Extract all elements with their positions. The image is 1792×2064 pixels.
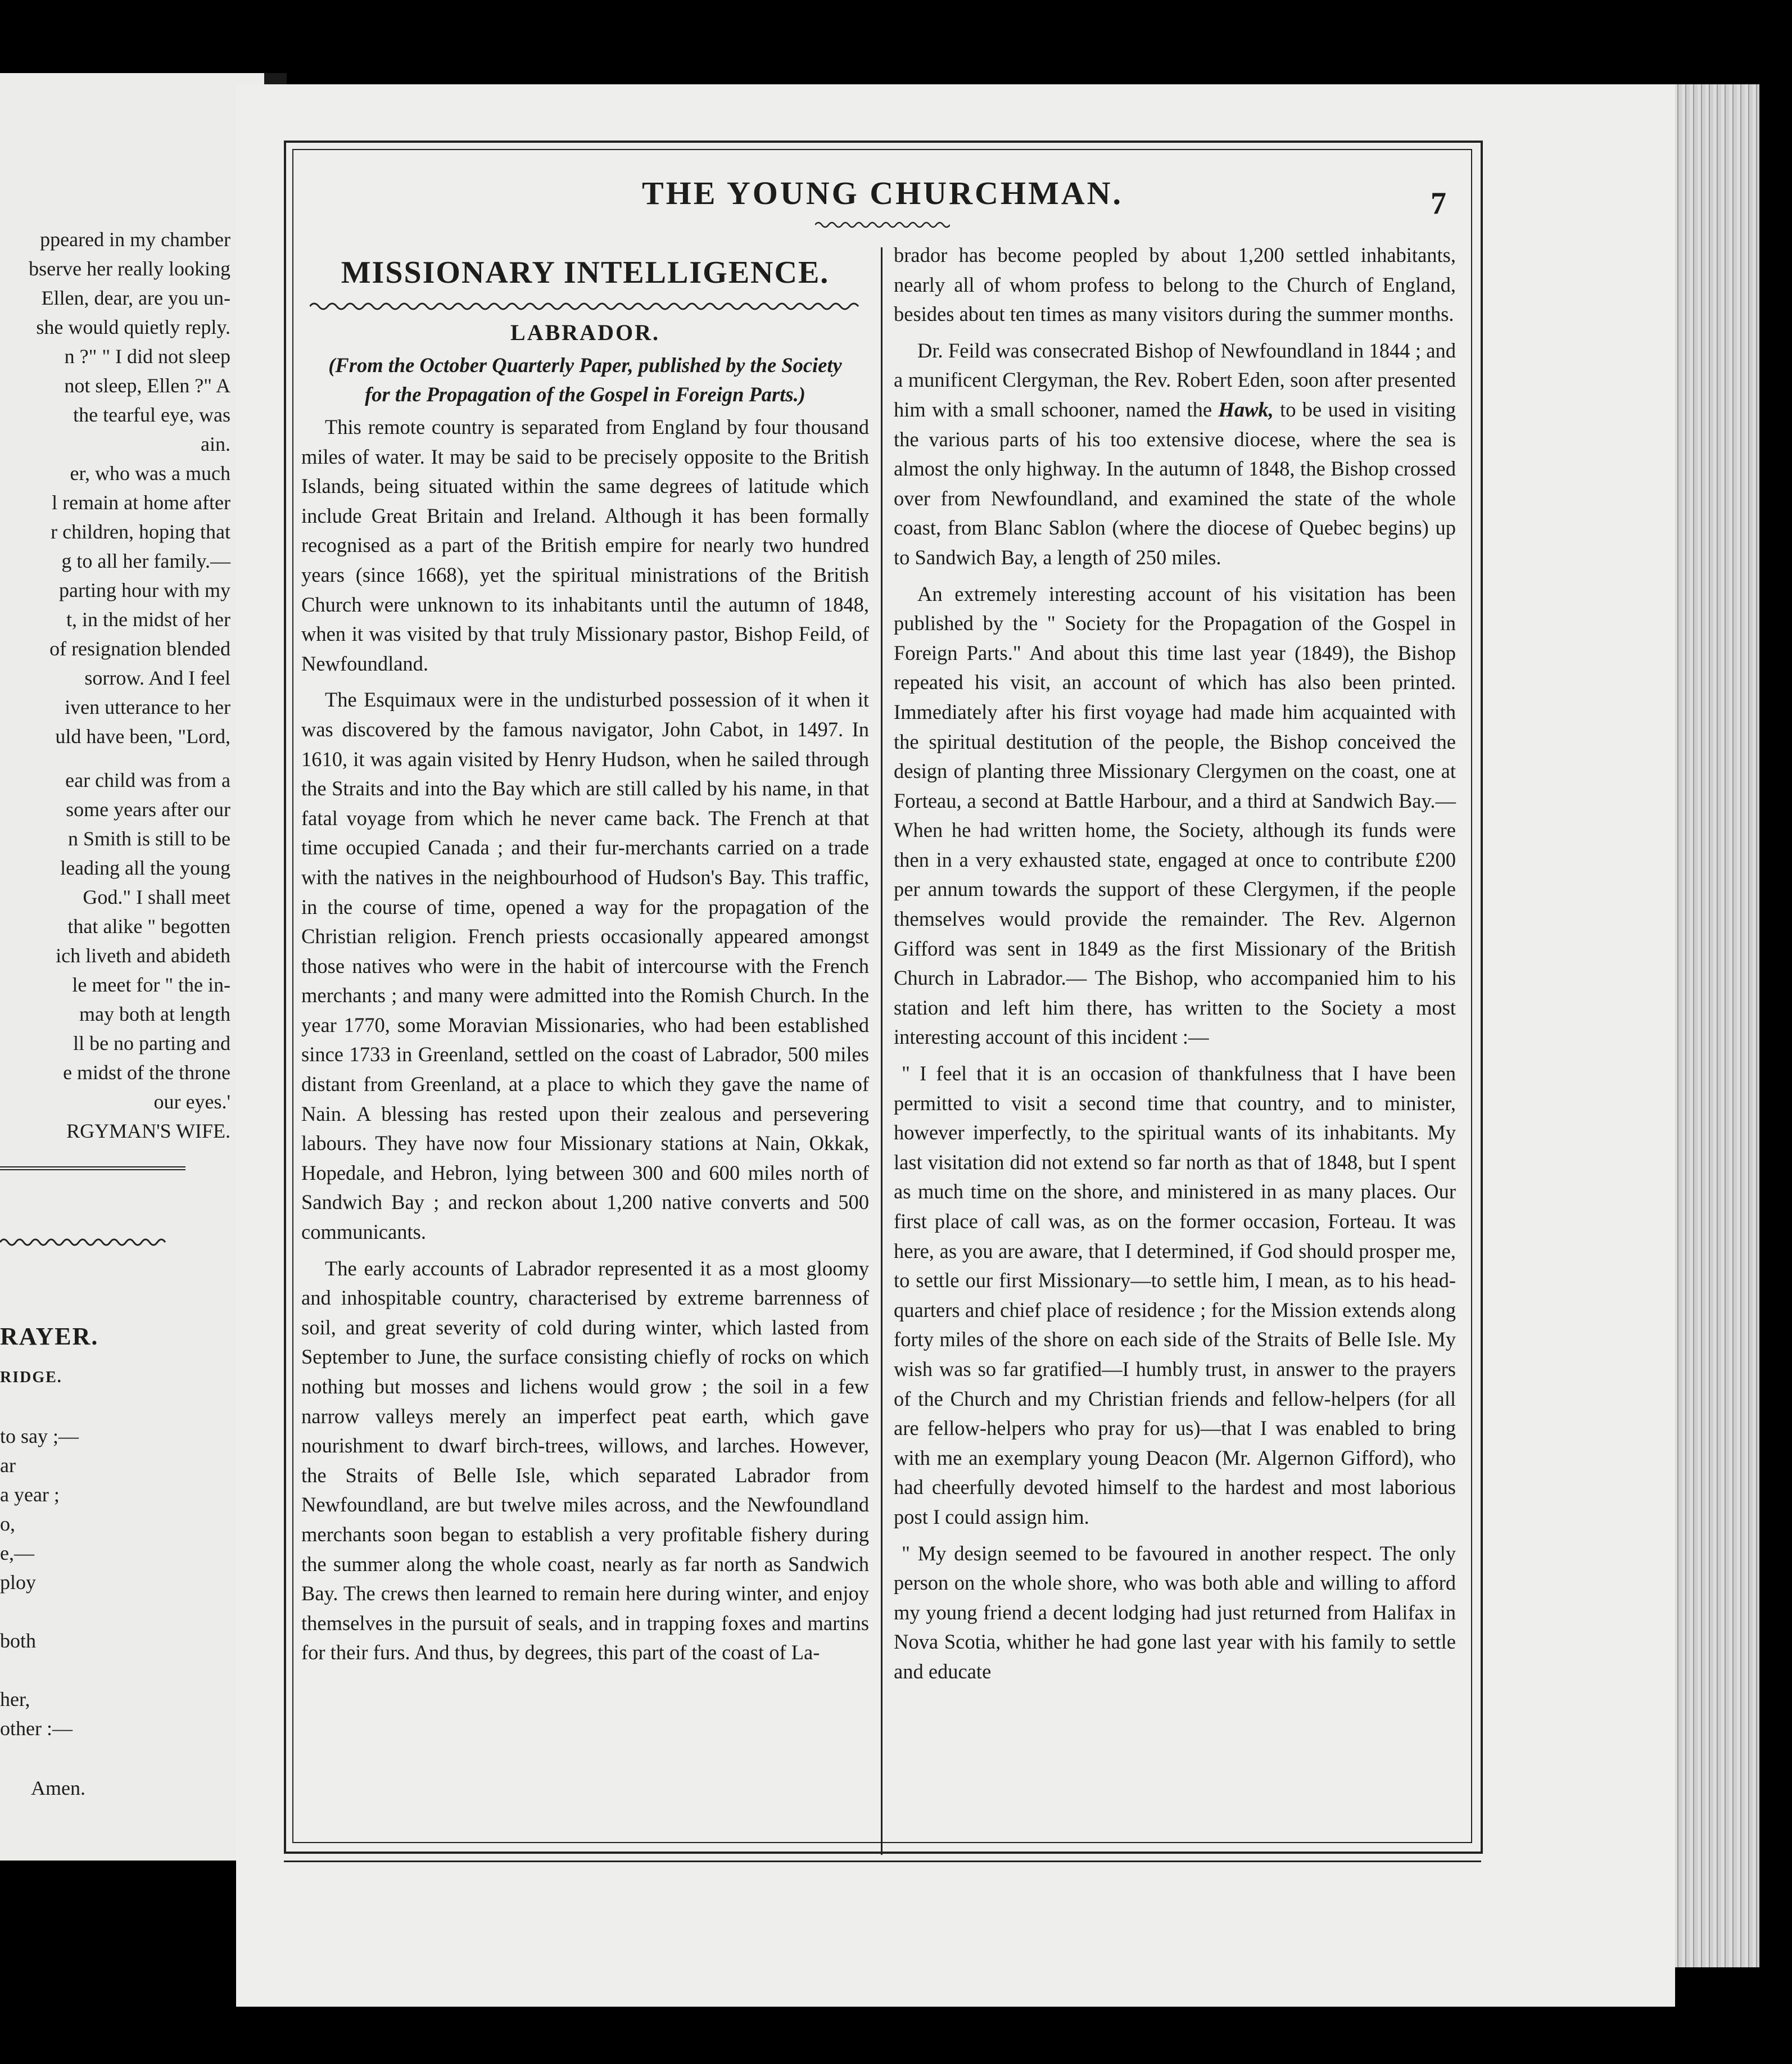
left-page-line: sorrow. And I feel	[84, 667, 230, 689]
right-column	[894, 241, 1456, 1694]
left-page-line: er, who was a much	[70, 462, 230, 485]
left-page-line: ich liveth and abideth	[56, 944, 230, 967]
paragraph-account: An extremely interesting account of his visitation has been published by the " Society for the Propagation of the Gospel in Foreign Parts." And about this time last year (1849), the Bishop repeated his visit, an account of which has also been printed. Immediately after his first voyage had made him acquainted with the spiritual destitution of the people, the Bishop conceived the design of planting three Missionary Clergymen on the coast, one at Forteau, a second at Battle Harbour, and a third at Sandwich Bay.— When he had written home, the Society, although its funds were then in a very exhausted state, engaged at once to contribute £200 per annum towards the support of these Clergymen, if the people themselves would provide the remainder. The Rev. Algernon Gifford was sent in 1849 as the first Missionary of the British Church in Labrador.— The Bishop, who accompanied him to his station and left him there, has written to the Society a most interesting account of this incident :—	[894, 582, 1456, 1049]
left-page-line: e midst of the throne	[63, 1061, 230, 1084]
left-page-line: t, in the midst of her	[66, 608, 230, 631]
left-page-signature: RGYMAN'S WIFE.	[66, 1120, 230, 1142]
ship-name: Hawk,	[1218, 397, 1274, 421]
prayer-line: her,	[0, 1688, 30, 1710]
running-head: THE YOUNG CHURCHMAN.	[641, 175, 1123, 211]
title-wave-ornament	[310, 298, 861, 315]
prayer-line: both	[0, 1630, 37, 1652]
prayer-heading: RAYER.	[0, 1323, 99, 1350]
prayer-line: other :—	[0, 1717, 73, 1740]
left-page-line: that alike " begotten	[67, 915, 230, 938]
dr-feild-text-before: Dr. Feild was consecrated Bishop of Newfoundland in 1844 ; and a munificent Clergyman, the Rev. Robert Eden, soon after presented him with a small schooner, named the	[894, 338, 1456, 421]
left-page-line	[0, 751, 230, 766]
left-page-line: le meet for " the in-	[72, 974, 230, 996]
left-page-line: of resignation blended	[49, 637, 230, 660]
paragraph-remote-country: This remote country is separated from England by four thousand miles of water. It may be said to be precisely opposite to the British Islands, being situated within the same degrees of latitude which include Great Britain and Ireland. Although it has been formally recognised as a part of the British empire for nearly two hundred years (since 1668), yet the spiritual ministrations of the British Church were unknown to its inhabitants until the autumn of 1848, when it was visited by that truly Missionary pastor, Bishop Feild, of Newfoundland.	[301, 415, 869, 675]
paragraph-early-accounts: The early accounts of Labrador represented it as a most gloomy and inhospitable country, characterised by extreme barrenness of soil, and great severity of cold during winter, which lasted from September to June, the surface consisting chiefly of rocks on which nothing but mosses and lichens would grow ; the soil in a few narrow valleys merely an imperfect peat earth, which gave nourishment to dwarf birch-trees, willows, and larches. However, the Straits of Belle Isle, which separated Labrador from Newfoundland, are but twelve miles across, and the Newfoundland merchants soon began to establish a very profitable fishery during the summer along the whole coast, nearly as far north as Sandwich Bay. The crews then learned to remain here during winter, and enjoy themselves in the pursuit of seals, and in trapping foxes and martins for their furs. And thus, by degrees, this part of the coast of La-	[301, 1256, 869, 1664]
left-page-line: r children, hoping that	[51, 520, 230, 543]
prayer-line	[0, 1655, 169, 1685]
left-page-line: not sleep, Ellen ?" A	[64, 374, 230, 397]
left-page-line: ain.	[201, 433, 230, 455]
left-page-wave-ornament	[0, 1237, 169, 1248]
left-page-line: ppeared in my chamber	[40, 228, 230, 251]
left-page-line: leading all the young	[60, 857, 230, 879]
left-page-line: n ?" " I did not sleep	[64, 345, 230, 368]
left-page-line: iven utterance to her	[65, 696, 230, 718]
header-wave-ornament	[815, 220, 950, 229]
prayer-line: ploy	[0, 1571, 37, 1594]
left-page-text	[0, 225, 230, 1146]
column-divider	[881, 247, 883, 1855]
prayer-line: to say ;—	[0, 1425, 79, 1447]
page-border-bottom	[284, 1861, 1481, 1862]
paragraph-dr-feild	[894, 336, 1456, 573]
article-title: MISSIONARY INTELLIGENCE.	[341, 255, 830, 290]
left-page-double-rule	[0, 1166, 185, 1170]
left-page-line: parting hour with my	[59, 579, 230, 601]
left-page-line: may both at length	[79, 1003, 230, 1025]
left-page-line: g to all her family.—	[61, 550, 230, 572]
prayer-line: a year ;	[0, 1483, 60, 1506]
left-column	[301, 242, 869, 1674]
left-page-line: ear child was from a	[65, 769, 230, 791]
prayer-line: RIDGE.	[0, 1369, 62, 1386]
left-page-line: bserve her really looking	[29, 257, 230, 280]
page-number: 7	[1431, 186, 1446, 221]
prayer-line: o,	[0, 1513, 15, 1535]
left-page-line: n Smith is still to be	[67, 827, 230, 850]
quote-thankfulness: " I feel that it is an occasion of thankfulness that I have been permitted to visit a second time that country, and to minister, however imperfectly, to the spiritual wants of its inhabitants. My last visitation did not extend so far north as that of 1848, but I spent as much time on the shore, and ministered in as many places. Our first place of call was, as on the former occasion, Forteau. It was here, as you are aware, that I determined, if God should prosper me, to settle our first Missionary—to settle him, I mean, as to his head-quarters and chief place of residence ; for the Mission extends along forty miles of the shore on each side of the Straits of Belle Isle. My wish was so far gratified—I humbly trust, in answer to the prayers of the Church and my Christian friends and fellow-helpers (for all are fellow-helpers who pray for us)—that I was enabled to bring with me an exemplary young Deacon (Mr. Algernon Gifford), who had cheerfully devoted himself to the hardest and most laborious post I could assign him.	[894, 1062, 1456, 1528]
left-page-line: God." I shall meet	[83, 886, 230, 908]
left-page-line: she would quietly reply.	[36, 316, 230, 338]
left-page-line: uld have been, "Lord,	[55, 725, 230, 748]
left-facing-page	[0, 73, 264, 1861]
paragraph-esquimaux: The Esquimaux were in the undisturbed possession of it when it was discovered by the famous navigator, John Cabot, in 1497. In 1610, it was again visited by Henry Hudson, when he sailed through the Straits and into the Bay which are still called by his name, in that fatal voyage from which he never came back. The French at that time occupied Canada ; and their fur-merchants carried on a trade with the natives in the neighbourhood of Hudson's Bay. This traffic, in the course of time, opened a way for the propagation of the Christian religion. French priests occasionally appeared amongst those natives who were in the habit of intercourse with the French merchants ; and many were admitted into the Romish Church. In the year 1770, some Moravian Missionaries, who had been established since 1733 in Greenland, settled on the coast of Labrador, 500 miles distant from Greenland, at a place to which they gave the name of Nain. A blessing has rested upon their zealous and persevering labours. They have now four Missionary stations at Nain, Okkak, Hopedale, and Hebron, lying between 300 and 600 miles north of Sandwich Bay ; and reckon about 1,200 native converts and 500 communicants.	[301, 688, 869, 1244]
prayer-text	[0, 1363, 169, 1743]
quote-design: " My design seemed to be favoured in another respect. The only person on the whole shore, who was both able and willing to afford my young friend a decent lodging had just returned from Halifax in Nova Scotia, whither he had gone last year with his family to settle and educate	[894, 1541, 1456, 1683]
left-page-line: the tearful eye, was	[73, 404, 230, 426]
article-subtitle: LABRADOR.	[510, 320, 660, 345]
left-page-line: ll be no parting and	[73, 1032, 230, 1054]
prayer-line: e,—	[0, 1542, 34, 1564]
dr-feild-text-after: to be used in visiting the various parts of his too extensive diocese, where the sea is almost the only highway. In the autumn of 1848, the Bishop crossed over from Newfoundland, and examined the state of the whole coast, from Blanc Sablon (where the diocese of Quebec begins) up to Sandwich Bay, a length of 250 miles.	[894, 397, 1456, 569]
left-page-line: our eyes.'	[153, 1090, 230, 1113]
left-page-line: some years after our	[66, 798, 230, 821]
prayer-line	[0, 1392, 169, 1422]
paragraph-continuation: brador has become peopled by about 1,200 settled inhabitants, nearly all of whom profess to belong to the Church of England, besides about ten times as many visitors during the summer months.	[894, 243, 1456, 326]
amen-text: Amen.	[31, 1777, 85, 1799]
left-page-line: Ellen, dear, are you un-	[41, 287, 230, 309]
left-page-line: l remain at home after	[52, 491, 230, 514]
prayer-line: ar	[0, 1454, 16, 1477]
source-note: (From the October Quarterly Paper, published by the Society for the Propagation of the Gospel in Foreign Parts.)	[328, 354, 842, 406]
prayer-line	[0, 1597, 169, 1626]
